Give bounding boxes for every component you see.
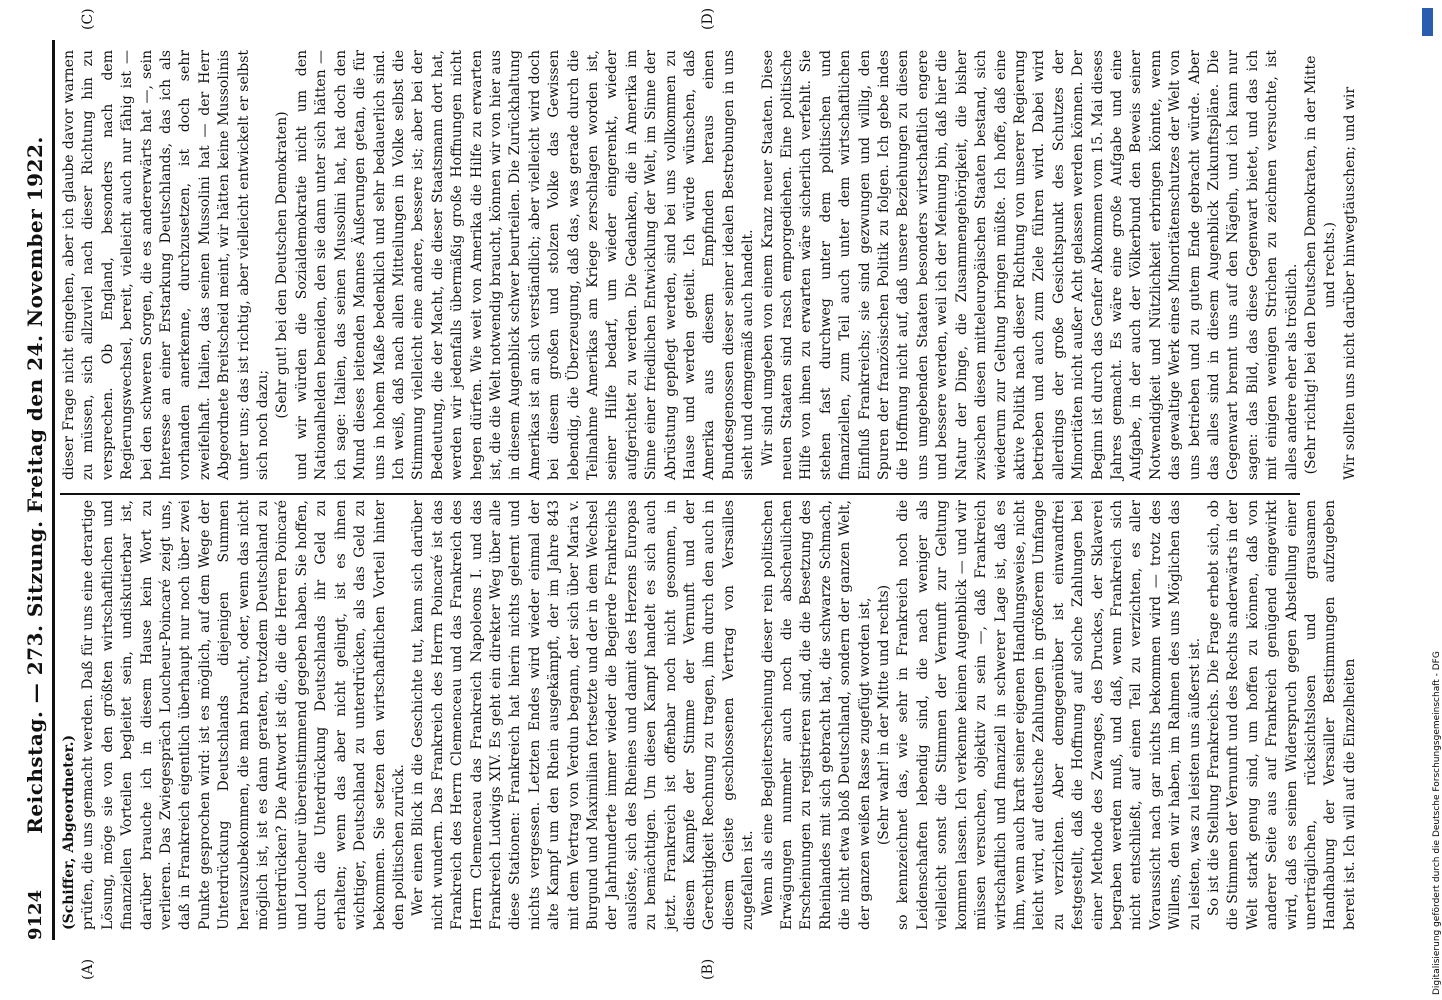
interjection: (Sehr gut! bei den Deutschen Demokraten) — [274, 111, 291, 419]
left-column — [60, 500, 1358, 930]
speaker-label: (Schiffer, Abgeordneter.) — [61, 734, 77, 930]
page-title: Reichstag. — 273. Sitzung. Freitag den 24. November 1922. — [23, 136, 47, 834]
margin-mark-c: (C) — [80, 8, 96, 30]
page-header — [20, 40, 50, 940]
interjection: (Sehr wahr! in der Mitte und rechts) — [876, 584, 893, 846]
paragraph: dieser Frage nicht eingehen, aber ich glaube davor warnen zu müssen, sich allzuviel nach dieser Richtung hin zu versprechen. Ob England, besonders nach dem Regierungswechsel, bereit, vielleicht auch nur fähig ist — bei den schweren Sorgen, die es andererwärts hat —, sein Interesse an einer Erstarkung Deutschlands, das ich als vorhanden anerkenne, durchzusetzen, ist doch sehr zweifelhaft. Italien, das seinen Mussolini hat — der Herr Abgeordnete Breitscheid meint, wir hätten keine Mussolinis unter uns; das ist richtig, aber vielleicht entwickelt er selbst sich noch dazu; — [61, 50, 272, 480]
paragraph: Wer einen Blick in die Geschichte tut, kann sich darüber nicht wundern. Das Frankreich des Herrn Poincaré ist das Frankreich des Herrn Clemenceau und das Frankreich des Herrn Clemenceau das Frankreich Napoleons I. und das Frankreich Ludwigs XIV. Es geht ein direkter Weg über alle diese Stationen: Frankreich hat hierin nichts gelernt und nichts vergessen. Letzten Endes wird wieder einmal der alte Kampf um den Rhein ausgekämpft, der im Jahre 843 mit dem Vertrag von Verdun begann, der sich über Maria v. Burgund und Maximilian fortsetzte und der in dem Wechsel der Jahrhunderte immer wieder die Begierde Frankreichs auslöste, sich des Rheines und damit des Herzens Europas zu bemächtigen. Um diesen Kampf handelt es sich auch jetzt. Frankreich ist offenbar noch nicht gesonnen, in diesem Kampfe der Stimme der Vernunft und der Gerechtigkeit Rechnung zu tragen, ihm durch den auch in diesem Geiste geschlossenen Vertrag von Versailles zugefallen ist. — [410, 500, 757, 930]
paragraph: So ist die Stellung Frankreichs. Die Frage erhebt sich, ob die Stimmen der Vernunft und des Rechts anderwärts in der Welt stark genug sind, um hoffen zu können, daß von anderer Seite aus auf Frankreich genügend eingewirkt wird, daß es seinen Widerspruch gegen Abstellung einer unerträglichen, rücksichtslosen und grausamen Handhabung der Versailler Bestimmungen aufzugeben bereit ist. Ich will auf die Einzelheiten — [1205, 500, 1358, 930]
interjection: (Sehr richtig! bei den Deutschen Demokraten, in der Mitte und rechts.) — [1303, 55, 1339, 475]
paragraph: Wenn als eine Begleiterscheinung dieser rein politischen Erwägungen nunmehr auch noch die abscheulichen Erscheinungen zu registrieren sind, die die Besetzung des Rheinlandes mit sich gebracht hat, die schwarze Schmach, die nicht etwa bloß Deutschland, sondern der ganzen Welt, der ganzen weißen Rasse zugefügt worden ist, — [759, 500, 873, 930]
right-column — [60, 50, 1358, 480]
margin-mark-a: (A) — [80, 958, 96, 980]
page-number: 9124 — [24, 889, 46, 940]
margin-mark-d: (D) — [700, 7, 716, 30]
paragraph: Wir sollten uns nicht darüber hinwegtäuschen; und wir — [1341, 86, 1358, 480]
margin-mark-b: (B) — [700, 958, 716, 980]
paragraph: Wir sind umgeben von einem Kranz neuer Staaten. Diese neuen Staaten sind rasch emporgediehen. Eine politische Hilfe von ihnen zu erwarten wäre sicherlich verfehlt. Sie stehen fast durchweg unter dem politischen und finanziellen, zum Teil auch unter dem wirtschaftlichen Einfluß Frankreichs; sie sind gezwungen und willig, den Spuren der französischen Politik zu folgen. Ich gebe indes die Hoffnung nicht auf, daß unsere Beziehungen zu diesen uns umgebenden Staaten besonders wirtschaftlich engere und bessere werden, weil ich der Meinung bin, daß hier die Natur der Dinge, die Zusammengehörigkeit, die bisher zwischen diesen mitteleuropäischen Staaten bestand, sich wiederum zur Geltung bringen müßte. Ich hoffe, daß eine aktive Politik nach dieser Richtung von unserer Regierung betrieben und auch zum Ziele führen wird. Dabei wird allerdings der große Gesichtspunkt des Schutzes der Minoritäten nicht außer Acht gelassen werden können. Der Beginn ist durch das Genfer Abkommen vom 15. Mai dieses Jahres gemacht. Es wäre eine große Aufgabe und eine Aufgabe, in der auch der Völkerbund den Beweis seiner Notwendigkeit und Nützlichkeit erbringen könnte, wenn das gewaltige Werk eines Minoritätenschutzes der Welt von uns betrieben und zu gutem Ende gebracht würde. Aber das alles sind in diesem Augenblick Zukunftspläne. Die Gegenwart brennt uns auf den Nägeln, und ich kann nur sagen: das Bild, das diese Gegenwart bietet, und das ich mit einigen wenigen Strichen zu zeichnen versuchte, ist alles andere eher als tröstlich. — [759, 50, 1300, 480]
paragraph: so kennzeichnet das, wie sehr in Frankreich noch die Leidenschaften lebendig sind, die nach weniger als vielleicht sonst die Stimmen der Vernunft zur Geltung kommen lassen. Ich verkenne keinen Augenblick — und wir müssen versuchen, objektiv zu sein —, daß Frankreich wirtschaftlich und finanziell in schwerer Lage ist, daß es ihm, wenn auch kraft seiner eigenen Handlungsweise, nicht leicht wird, auf deutsche Zahlungen in größerem Umfange zu verzichten. Aber demgegenüber ist einwandfrei festgestellt, daß die Hoffnung auf solche Zahlungen bei einer Methode des Zwanges, des Druckes, der Sklaverei begraben werden muß, und daß, wenn Frankreich sich nicht entschließt, auf einen Teil zu verzichten, es aller Voraussicht nach gar nichts bekommen wird — trotz des Willens, den wir haben, im Rahmen des uns Möglichen das zu leisten, was zu leisten uns äußerst ist. — [895, 500, 1203, 930]
credit-text: Digitalisierung gefördert durch die Deutsche Forschungsgemeinschaft - DFG — [1432, 651, 1442, 995]
column-divider — [60, 493, 1300, 495]
digitization-credit — [1421, 10, 1442, 995]
paragraph: und wir würden die Sozialdemokratie nicht um den Nationalhelden beneiden, den sie dann unter sich hätten — ich sage: Italien, das seinen Mussolini hat, hat doch den Mund dieses leitenden Mannes Äußerungen getan, die für uns in hohem Maße bedenklich und sehr bedauerlich sind. Ich weiß, daß nach allen Mitteilungen in Volke selbst die Stimmung vielleicht eine andere, bessere ist; aber bei der Bedeutung, die der Macht, die dieser Staatsmann dort hat, werden wir jedenfalls übermäßig große Hoffnungen nicht hegen dürfen. Wie weit von Amerika die Hilfe zu erwarten ist, die die Welt notwendig braucht, können wir von hier aus in diesem Augenblick schwer beurteilen. Die Zurückhaltung Amerikas ist an sich verständlich; aber vielleicht wird doch bei diesem großen und stolzen Volke das Gewissen lebendig, die Überzeugung, daß das, was gerade durch die Teilnahme Amerikas am Kriege zerschlagen worden ist, seiner Hilfe bedarf, um wieder eingerenkt, wieder aufgerichtet zu werden. Die Gedanken, die in Amerika im Sinne einer friedlichen Entwicklung der Welt, im Sinne der Abrüstung gepflegt werden, sind bei uns vollkommen zu Hause und werden geteilt. Ich würde wünschen, daß Amerika aus diesem Empfinden heraus einen Bundesgenossen dieser seiner idealen Bestrebungen in uns sieht und demgemäß auch handelt. — [293, 50, 757, 480]
header-rule — [52, 40, 55, 940]
paragraph: prüfen, die uns gemacht werden. Daß für uns eine derartige Lösung, möge sie von den größten wirtschaftlichen und finanziellen Vorteilen begleitet sein, undiskutierbar ist, darüber brauche ich in diesem Hause kein Wort zu verlieren. Das Zwiegespräch Loucheur-Poincaré zeigt uns, daß in Frankreich eigentlich überhaupt nur noch über zwei Punkte gesprochen wird: ist es möglich, auf dem Wege der Unterdrückung Deutschlands diejenigen Summen herauszubekommen, die man braucht, oder, wenn das nicht möglich ist, ist es dann geraten, trotzdem Deutschland zu unterdrücken? Die Antwort ist die, die die Herren Poincaré und Loucheur übereinstimmend gegeben haben. Sie hoffen, durch die Unterdrückung Deutschlands ihr Geld zu erhalten; wenn das aber nicht gelingt, ist es ihnen wichtiger, Deutschland zu unterdrücken, als das Geld zu bekommen. Sie setzen den wirtschaftlichen Vorteil hinter den politischen zurück. — [80, 500, 407, 930]
